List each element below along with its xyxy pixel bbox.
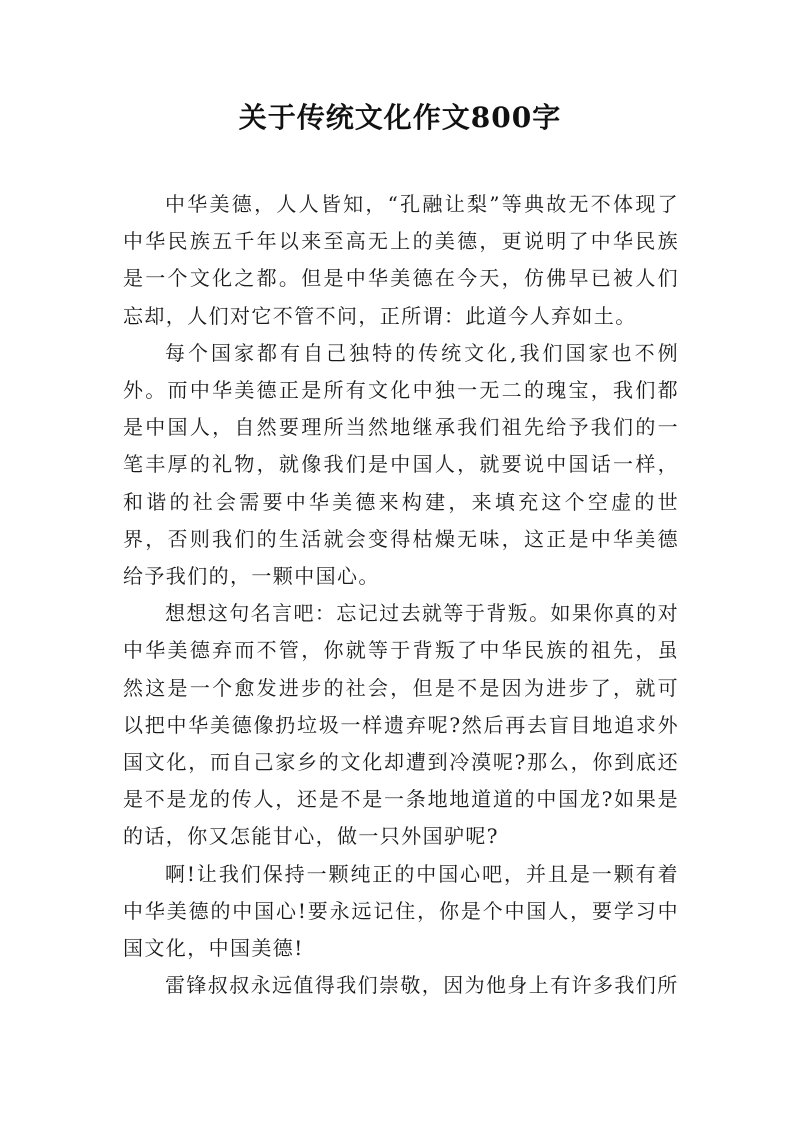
document-title: 关于传统文化作文800字 bbox=[238, 101, 562, 134]
paragraph-2: 每个国家都有自己独特的传统文化,我们国家也不例外。而中华美德正是所有文化中独一无二的瑰宝，我们都是中国人，自然要理所当然地继承我们祖先给予我们的一笔丰厚的礼物，就像我们是中国人，就要说中国话一样，和谐的社会需要中华美德来构建，来填充这个空虚的世界，否则我们的生活就会变得枯燥无味，这正是中华美德给予我们的，一颗中国心。 bbox=[123, 340, 679, 589]
paragraph-4: 啊!让我们保持一颗纯正的中国心吧，并且是一颗有着中华美德的中国心!要永远记住，你是个中国人，要学习中国文化，中国美德! bbox=[123, 861, 679, 961]
paragraph-1: 中华美德，人人皆知，“孔融让梨”等典故无不体现了中华民族五千年以来至高无上的美德，更说明了中华民族是一个文化之都。但是中华美德在今天，仿佛早已被人们忘却，人们对它不管不问，正所谓：此道今人弃如土。 bbox=[123, 192, 679, 328]
paragraph-5: 雷锋叔叔永远值得我们崇敬，因为他身上有许多我们所 bbox=[165, 973, 679, 998]
document-body bbox=[123, 186, 679, 1004]
paragraph-3: 想想这句名言吧：忘记过去就等于背叛。如果你真的对中华美德弃而不管，你就等于背叛了中华民族的祖先，虽然这是一个愈发进步的社会，但是不是因为进步了，就可以把中华美德像扔垃圾一样遗弃呢?然后再去盲目地追求外国文化，而自己家乡的文化却遭到冷漠呢?那么，你到底还是不是龙的传人，还是不是一条地地道道的中国龙?如果是的话，你又怎能甘心，做一只外国驴呢? bbox=[123, 601, 679, 849]
